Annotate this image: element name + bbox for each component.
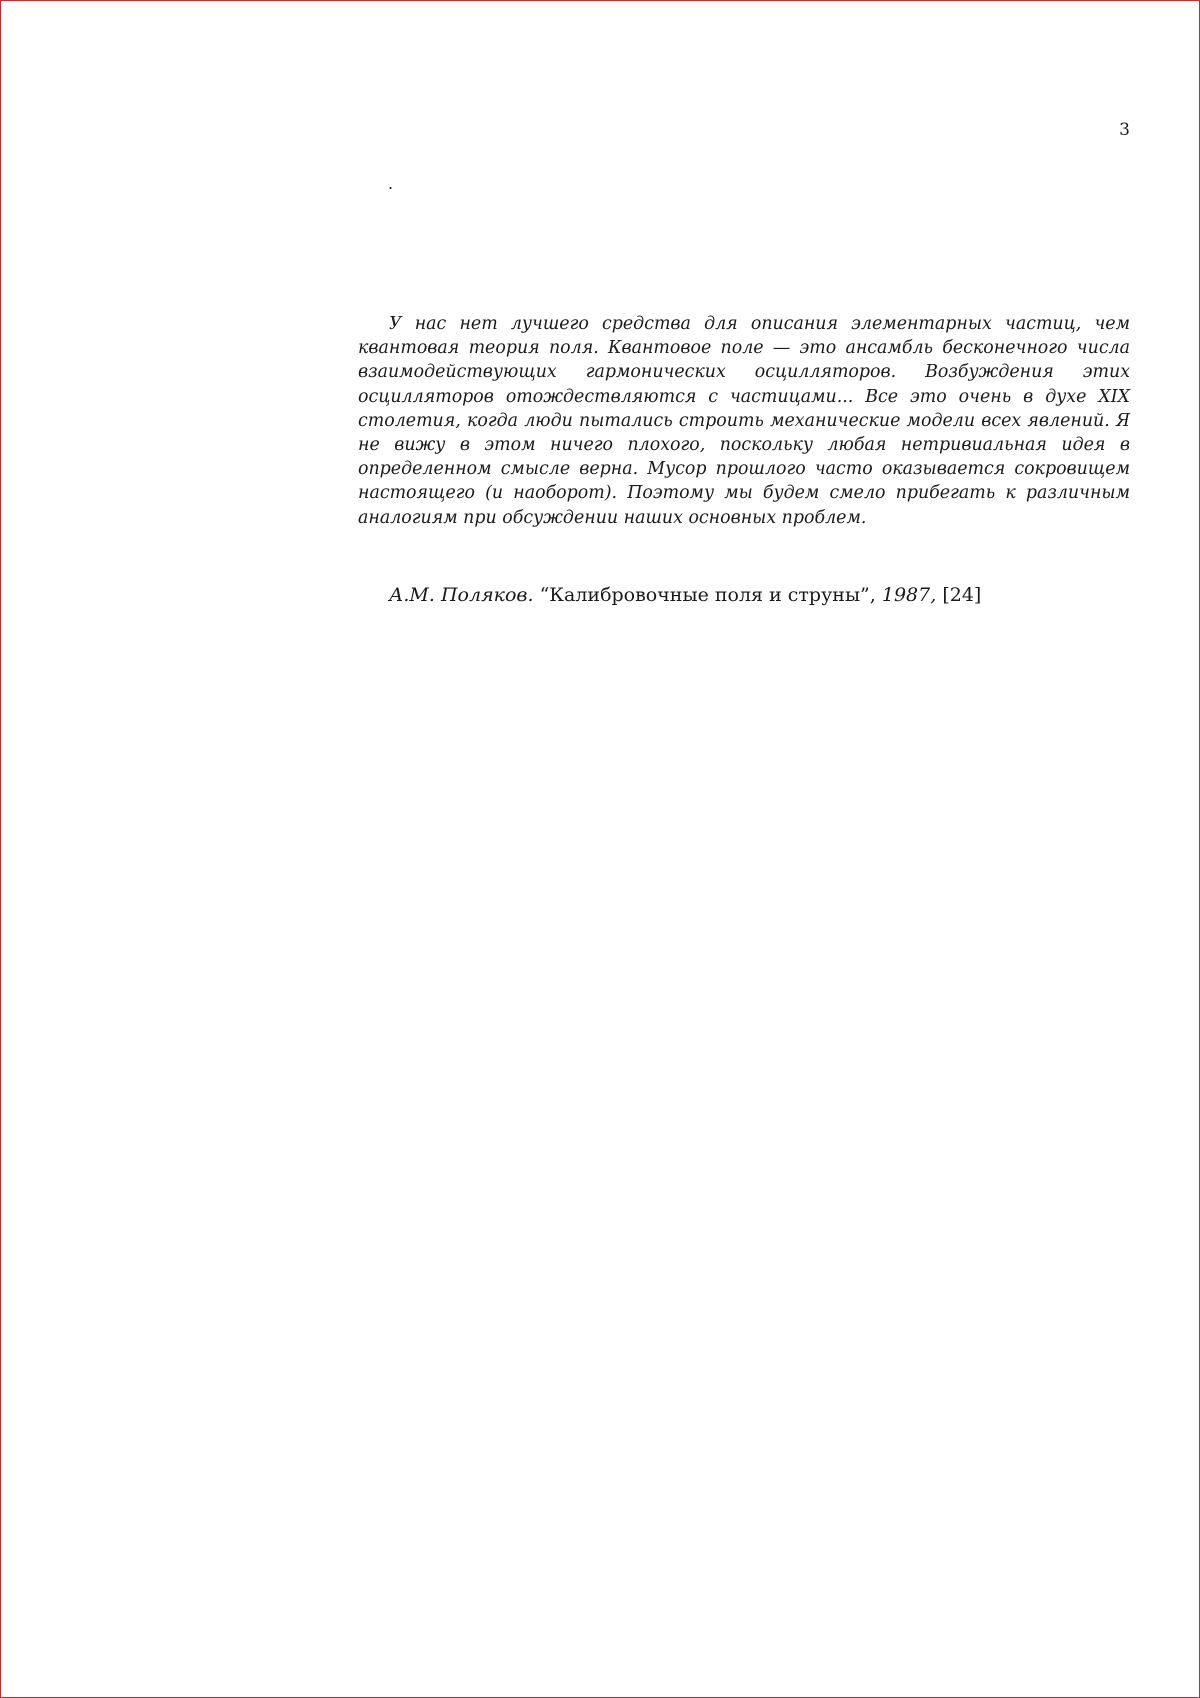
epigraph-quote: У нас нет лучшего средства для описания элементарных частиц, чем квантовая теория поля. Квантовое поле — это ансамбль бесконечного числа взаимодействующих гармонических осцилляторов. Возбуждения этих осцилляторов отождествляются с частицами... Все это очень в духе XIX столетия, когда люди пытались строить механические модели всех явлений. Я не вижу в этом ничего плохого, поскольку любая нетривиальная идея в определенном смысле верна. Мусор прошлого часто оказывается сокровищем настоящего (и наоборот). Поэтому мы будем смело прибегать к различным аналогиям при обсуждении наших основных проблем. <box>358 314 1130 528</box>
page-number: 3 <box>1119 120 1130 140</box>
attribution-author: А.М. Поляков. <box>389 583 534 606</box>
attribution-reference: [24] <box>942 583 982 606</box>
attribution-title: “Калибровочные поля и струны”, <box>539 583 876 606</box>
stray-mark: . <box>388 174 394 193</box>
epigraph-attribution <box>389 583 1130 607</box>
epigraph <box>358 312 1130 607</box>
attribution-year: 1987, <box>881 583 937 606</box>
